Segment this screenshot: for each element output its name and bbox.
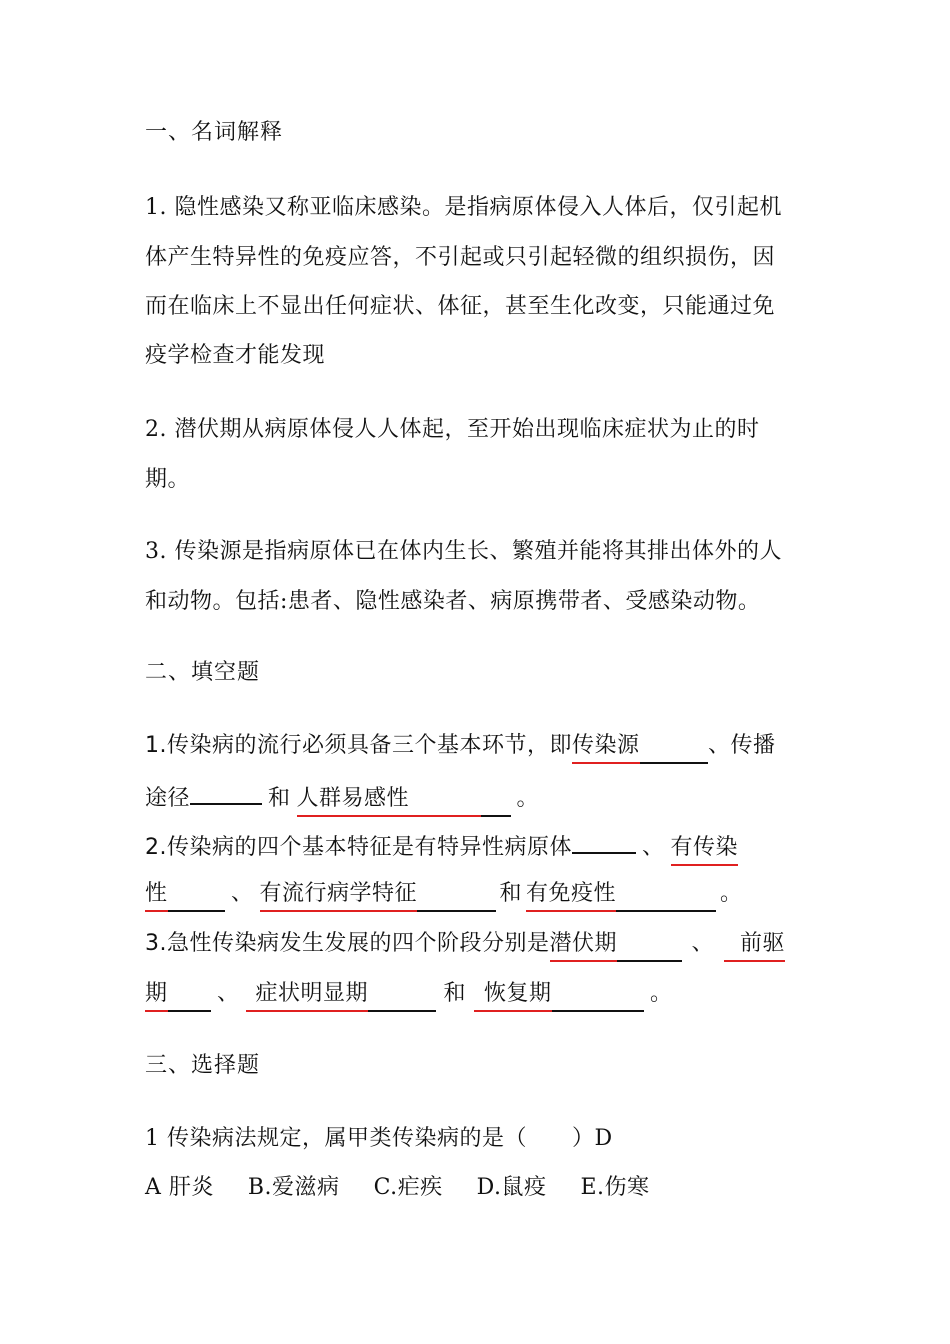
fill-q3-blank-2a [724,930,786,962]
choice-option-d: D.鼠疫 [476,1175,547,1200]
fill-q2-answer-3: 有免疫性 [526,880,616,912]
fill-q2-sep-2: 、 [231,881,254,906]
section-heading-definitions: 一、名词解释 [145,120,284,145]
definition-1-line-1: 1. 隐性感染又称亚临床感染。是指病原体侵入人体后，仅引起机 [145,195,782,220]
fill-q2-blank-4 [526,880,716,912]
fill-q3-prefix: 3.急性传染病发生发展的四个阶段分别是 [145,931,550,956]
fill-q3-answer-2b: 期 [145,980,168,1012]
fill-q1-end: 。 [516,786,540,811]
fill-q2-line-2 [145,879,743,912]
fill-q1-blank-1 [572,732,708,764]
fill-q2-answer-1b: 性 [145,880,168,912]
definition-1-line-3: 而在临床上不显出任何症状、体征，甚至生化改变，只能通过免 [145,294,776,319]
definition-2-line-2: 期。 [145,467,191,492]
fill-q2-blank-1 [572,830,636,854]
choice-q1-stem: 1 传染病法规定，属甲类传染病的是（ ）D [145,1126,613,1151]
fill-q3-line-1 [145,929,786,962]
section-heading-multiple-choice: 三、选择题 [145,1053,261,1078]
fill-q3-sep-1: 、 [691,931,715,956]
definition-3-line-2: 和动物。包括:患者、隐性感染者、病原携带者、受感染动物。 [145,589,761,614]
fill-q3-blank-3 [246,980,436,1012]
definition-2-line-1: 2. 潜伏期从病原体侵人人体起，至开始出现临床症状为止的时 [145,417,760,442]
definition-1-line-2: 体产生特异性的免疫应答，不引起或只引起轻微的组织损伤，因 [145,245,776,270]
fill-q3-blank-4 [474,980,644,1012]
fill-q2-sep-1: 、 [642,835,665,860]
fill-q3-mid: 和 [443,981,467,1006]
fill-q3-sep-2: 、 [217,981,240,1006]
fill-q3-answer-3: 症状明显期 [246,980,369,1012]
fill-q1-prefix: 1.传染病的流行必须具备三个基本环节，即 [145,733,572,758]
fill-q3-end: 。 [650,981,673,1006]
section-heading-fill-blank: 二、填空题 [145,660,261,685]
fill-q1-answer-2: 人群易感性 [297,785,481,817]
fill-q3-line-2 [145,979,673,1012]
fill-q1-blank-3 [297,785,511,817]
fill-q3-answer-2a: 前驱 [724,930,785,962]
fill-q2-prefix: 2.传染病的四个基本特征是有特异性病原体 [145,835,572,860]
choice-q1-options [145,1173,684,1203]
fill-q1-mid-2: 和 [268,786,291,811]
fill-q2-line-1 [145,830,747,866]
fill-q1-mid-1: 、传播 [708,733,776,758]
fill-q2-answer-1a: 有传染 [671,834,739,866]
choice-option-e: E.伤寒 [580,1175,650,1200]
definition-1-line-4: 疫学检查才能发现 [145,343,326,368]
fill-q1-line-2 [145,781,539,817]
fill-q1-answer-1: 传染源 [572,732,640,764]
definition-3-line-1: 3. 传染源是指病原体已在体内生长、繁殖并能将其排出体外的人 [145,539,782,564]
fill-q2-blank-2a [671,834,747,866]
fill-q3-answer-1: 潜伏期 [550,930,618,962]
fill-q2-mid: 和 [499,881,523,906]
fill-q2-blank-3 [260,880,496,912]
choice-option-b: B.爱滋病 [247,1175,340,1200]
choice-option-a: A 肝炎 [145,1175,214,1200]
choice-option-c: C.疟疾 [373,1175,443,1200]
fill-q2-answer-2: 有流行病学特征 [260,880,418,912]
fill-q2-blank-2b [145,880,225,912]
fill-q3-answer-4: 恢复期 [474,980,552,1012]
fill-q3-blank-1 [550,930,682,962]
fill-q1-blank-2 [190,781,262,805]
fill-q3-blank-2b [145,980,211,1012]
fill-q1-line-1 [145,731,776,764]
fill-q1-line2-start: 途径 [145,786,191,811]
fill-q2-end: 。 [720,881,743,906]
